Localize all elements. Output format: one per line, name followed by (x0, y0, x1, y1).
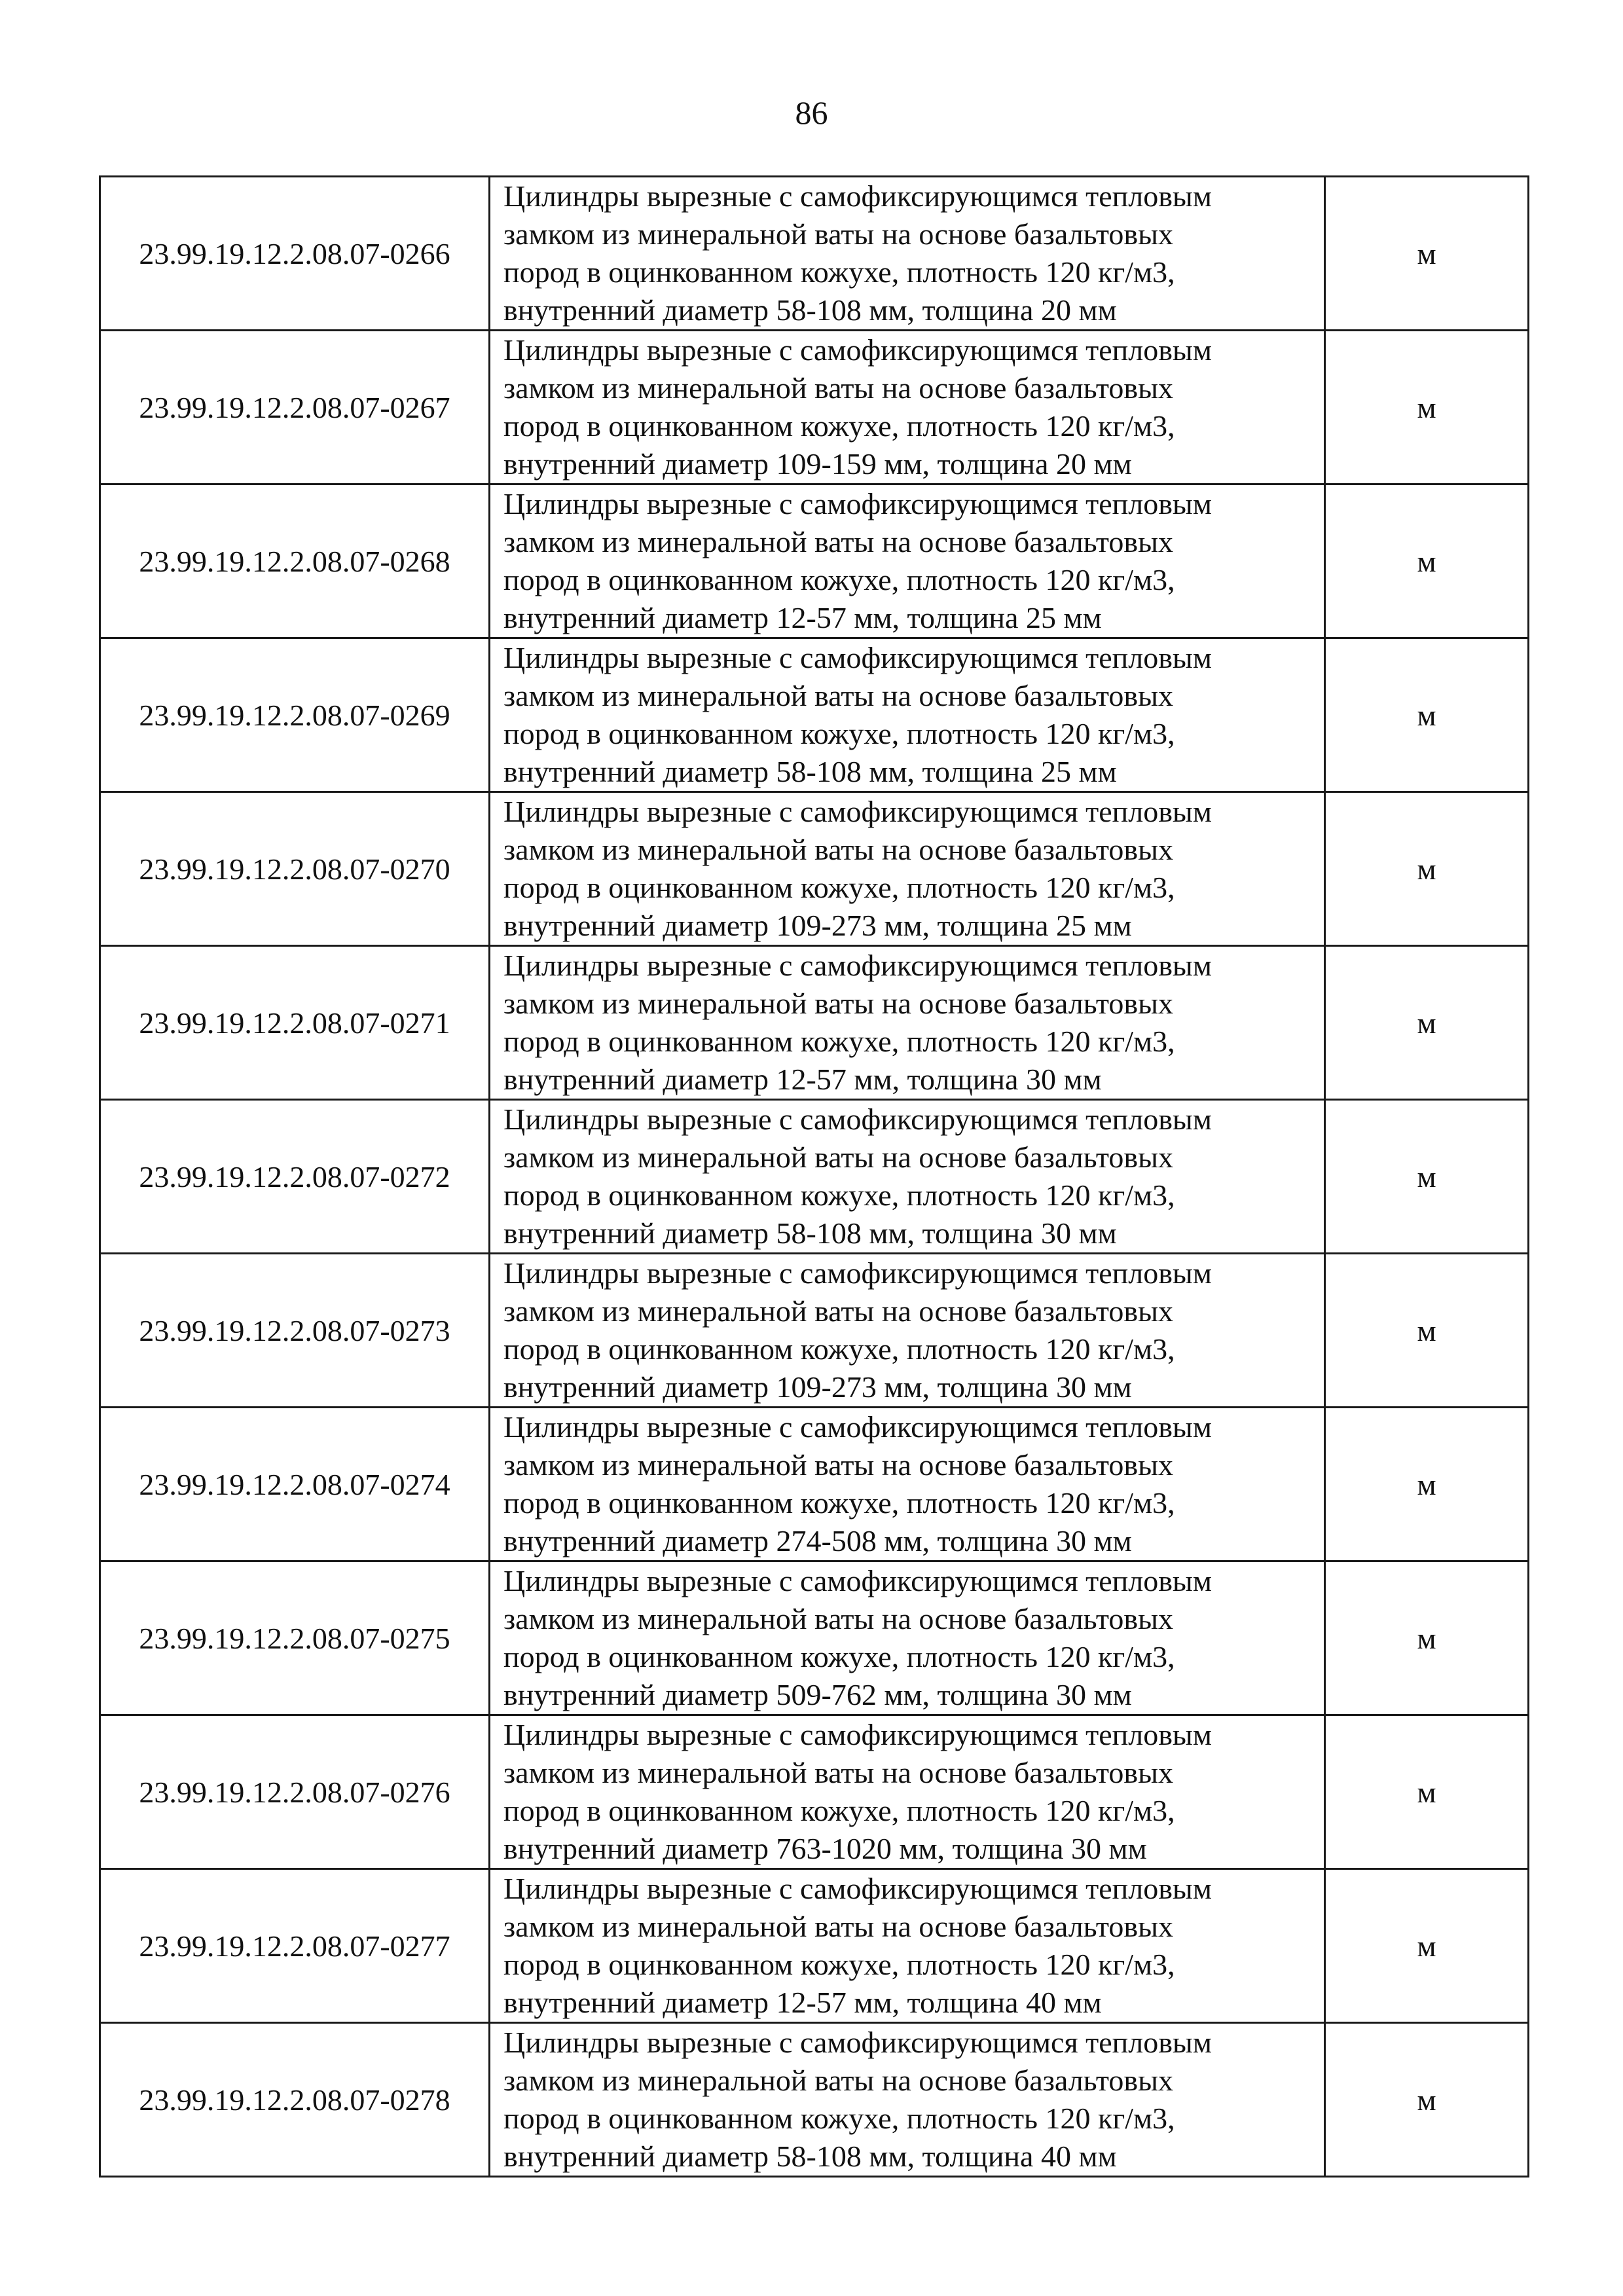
description-line: Цилиндры вырезные с самофиксирующимся тепловым (503, 179, 1212, 213)
page-number: 86 (795, 94, 828, 131)
description-line: Цилиндры вырезные с самофиксирующимся тепловым (503, 1718, 1212, 1751)
resource-description (490, 1869, 1325, 2023)
description-line: пород в оцинкованном кожухе, плотность 120 кг/м3, (503, 409, 1175, 443)
unit-of-measure: м (1325, 1254, 1529, 1408)
description-line: пород в оцинкованном кожухе, плотность 120 кг/м3, (503, 1948, 1175, 1981)
description-line: внутренний диаметр 12-57 мм, толщина 25 мм (503, 601, 1102, 634)
description-line: внутренний диаметр 274-508 мм, толщина 30 мм (503, 1524, 1132, 1558)
table-row (100, 1715, 1529, 1869)
description-line: Цилиндры вырезные с самофиксирующимся тепловым (503, 333, 1212, 367)
description-line: пород в оцинкованном кожухе, плотность 120 кг/м3, (503, 1486, 1175, 1520)
table-row (100, 638, 1529, 792)
resource-code: 23.99.19.12.2.08.07-0270 (100, 792, 490, 946)
resource-code: 23.99.19.12.2.08.07-0278 (100, 2023, 490, 2177)
table-body (100, 177, 1529, 2177)
unit-of-measure: м (1325, 792, 1529, 946)
unit-of-measure: м (1325, 2023, 1529, 2177)
resource-description (490, 946, 1325, 1100)
table-row (100, 946, 1529, 1100)
description-line: замком из минеральной ваты на основе базальтовых (503, 1448, 1174, 1482)
resource-code: 23.99.19.12.2.08.07-0273 (100, 1254, 490, 1408)
resource-code: 23.99.19.12.2.08.07-0277 (100, 1869, 490, 2023)
table-row (100, 1100, 1529, 1254)
resource-description (490, 331, 1325, 484)
resource-code: 23.99.19.12.2.08.07-0266 (100, 177, 490, 331)
description-line: пород в оцинкованном кожухе, плотность 120 кг/м3, (503, 255, 1175, 289)
resource-description (490, 1100, 1325, 1254)
unit-of-measure: м (1325, 1408, 1529, 1561)
description-line: внутренний диаметр 58-108 мм, толщина 25 мм (503, 755, 1117, 788)
description-line: замком из минеральной ваты на основе базальтовых (503, 1756, 1174, 1789)
description-line: замком из минеральной ваты на основе базальтовых (503, 679, 1174, 712)
description-line: замком из минеральной ваты на основе базальтовых (503, 1602, 1174, 1635)
description-line: пород в оцинкованном кожухе, плотность 120 кг/м3, (503, 1794, 1175, 1827)
description-line: внутренний диаметр 58-108 мм, толщина 30 мм (503, 1216, 1117, 1250)
table-row (100, 792, 1529, 946)
resource-code: 23.99.19.12.2.08.07-0275 (100, 1561, 490, 1715)
resource-code: 23.99.19.12.2.08.07-0274 (100, 1408, 490, 1561)
table-row (100, 484, 1529, 638)
resource-code: 23.99.19.12.2.08.07-0269 (100, 638, 490, 792)
resource-table (99, 175, 1529, 2178)
description-line: Цилиндры вырезные с самофиксирующимся тепловым (503, 641, 1212, 674)
table-row (100, 1254, 1529, 1408)
resource-code: 23.99.19.12.2.08.07-0268 (100, 484, 490, 638)
description-line: Цилиндры вырезные с самофиксирующимся тепловым (503, 1410, 1212, 1444)
resource-code: 23.99.19.12.2.08.07-0272 (100, 1100, 490, 1254)
description-line: замком из минеральной ваты на основе базальтовых (503, 1910, 1174, 1943)
description-line: пород в оцинкованном кожухе, плотность 120 кг/м3, (503, 1332, 1175, 1366)
resource-code: 23.99.19.12.2.08.07-0271 (100, 946, 490, 1100)
description-line: внутренний диаметр 509-762 мм, толщина 30 мм (503, 1678, 1132, 1711)
description-line: замком из минеральной ваты на основе базальтовых (503, 833, 1174, 866)
description-line: замком из минеральной ваты на основе базальтовых (503, 217, 1174, 251)
unit-of-measure: м (1325, 1869, 1529, 2023)
unit-of-measure: м (1325, 331, 1529, 484)
description-line: внутренний диаметр 109-273 мм, толщина 25 мм (503, 909, 1132, 942)
description-line: Цилиндры вырезные с самофиксирующимся тепловым (503, 1564, 1212, 1597)
description-line: внутренний диаметр 58-108 мм, толщина 40 мм (503, 2140, 1117, 2173)
description-line: пород в оцинкованном кожухе, плотность 120 кг/м3, (503, 1640, 1175, 1673)
table-row (100, 1869, 1529, 2023)
description-line: внутренний диаметр 58-108 мм, толщина 20 мм (503, 293, 1117, 327)
description-line: замком из минеральной ваты на основе базальтовых (503, 371, 1174, 405)
unit-of-measure: м (1325, 484, 1529, 638)
description-line: замком из минеральной ваты на основе базальтовых (503, 525, 1174, 558)
resource-code: 23.99.19.12.2.08.07-0276 (100, 1715, 490, 1869)
unit-of-measure: м (1325, 638, 1529, 792)
description-line: пород в оцинкованном кожухе, плотность 120 кг/м3, (503, 871, 1175, 904)
table-row (100, 1561, 1529, 1715)
description-line: замком из минеральной ваты на основе базальтовых (503, 987, 1174, 1020)
table-row (100, 1408, 1529, 1561)
table-row (100, 331, 1529, 484)
description-line: внутренний диаметр 109-273 мм, толщина 30 мм (503, 1370, 1132, 1404)
description-line: внутренний диаметр 12-57 мм, толщина 40 мм (503, 1986, 1102, 2019)
unit-of-measure: м (1325, 946, 1529, 1100)
unit-of-measure: м (1325, 1100, 1529, 1254)
resource-code: 23.99.19.12.2.08.07-0267 (100, 331, 490, 484)
unit-of-measure: м (1325, 1561, 1529, 1715)
description-line: Цилиндры вырезные с самофиксирующимся тепловым (503, 487, 1212, 520)
table-row (100, 2023, 1529, 2177)
description-line: Цилиндры вырезные с самофиксирующимся тепловым (503, 1872, 1212, 1905)
description-line: Цилиндры вырезные с самофиксирующимся тепловым (503, 1102, 1212, 1136)
description-line: Цилиндры вырезные с самофиксирующимся тепловым (503, 1256, 1212, 1290)
description-line: пород в оцинкованном кожухе, плотность 120 кг/м3, (503, 1178, 1175, 1212)
description-line: внутренний диаметр 763-1020 мм, толщина 30 мм (503, 1832, 1147, 1865)
resource-description (490, 177, 1325, 331)
description-line: Цилиндры вырезные с самофиксирующимся тепловым (503, 949, 1212, 982)
description-line: пород в оцинкованном кожухе, плотность 120 кг/м3, (503, 717, 1175, 750)
resource-description (490, 1561, 1325, 1715)
description-line: Цилиндры вырезные с самофиксирующимся тепловым (503, 2026, 1212, 2059)
resource-description (490, 792, 1325, 946)
resource-description (490, 1715, 1325, 1869)
description-line: внутренний диаметр 12-57 мм, толщина 30 мм (503, 1063, 1102, 1096)
description-line: Цилиндры вырезные с самофиксирующимся тепловым (503, 795, 1212, 828)
resource-description (490, 484, 1325, 638)
description-line: замком из минеральной ваты на основе базальтовых (503, 1140, 1174, 1174)
description-line: пород в оцинкованном кожухе, плотность 120 кг/м3, (503, 563, 1175, 596)
description-line: пород в оцинкованном кожухе, плотность 120 кг/м3, (503, 2102, 1175, 2135)
unit-of-measure: м (1325, 1715, 1529, 1869)
description-line: замком из минеральной ваты на основе базальтовых (503, 1294, 1174, 1328)
table-row (100, 177, 1529, 331)
unit-of-measure: м (1325, 177, 1529, 331)
resource-description (490, 1408, 1325, 1561)
resource-description (490, 2023, 1325, 2177)
description-line: пород в оцинкованном кожухе, плотность 120 кг/м3, (503, 1025, 1175, 1058)
resource-description (490, 1254, 1325, 1408)
resource-description (490, 638, 1325, 792)
description-line: замком из минеральной ваты на основе базальтовых (503, 2064, 1174, 2097)
description-line: внутренний диаметр 109-159 мм, толщина 20 мм (503, 447, 1132, 481)
